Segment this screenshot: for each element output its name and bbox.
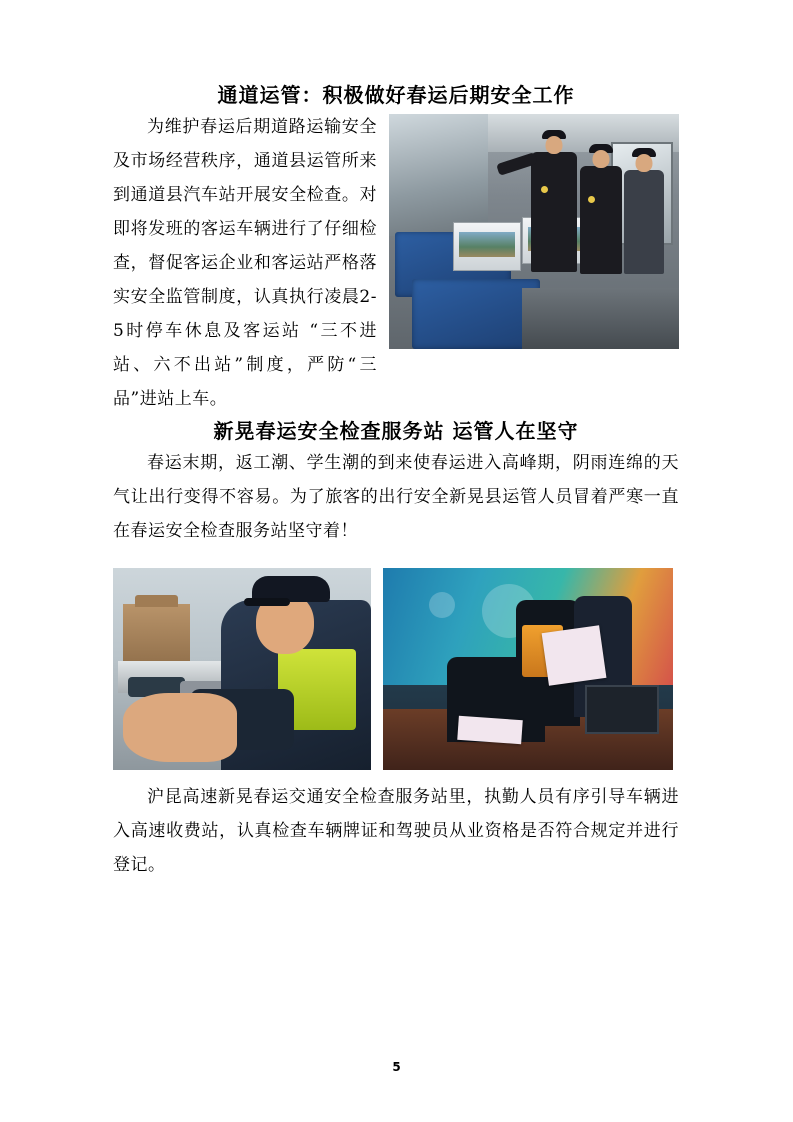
photo-service-station-desk [383,568,673,770]
section-title-2: 新晃春运安全检查服务站 运管人在坚守 [213,419,579,443]
section-2-paragraph-2: 沪昆高速新晃春运交通安全检查服务站里，执勤人员有序引导车辆进入高速收费站，认真检查车辆牌证和驾驶员从业资格是否符合规定并进行登记。 [113,787,679,875]
page-number: 5 [392,1060,401,1074]
photo-row [113,568,679,770]
page-content [113,80,679,882]
section-1-paragraph: 为维护春运后期道路运输安全及市场经营秩序，通道县运管所来到通道县汽车站开展安全检查。对即将发班的客运车辆进行了仔细检查，督促客运企业和客运站严格落实安全监管制度，认真执行凌晨2-5时停车休息及客运站 “三不进站、六不出站”制度，严防“三品”进站上车。 [113,117,377,409]
photo-bus-inspection [389,114,679,349]
photo-traffic-officer [113,568,371,770]
section-2-paragraph-1: 春运末期，返工潮、学生潮的到来使春运进入高峰期，阴雨连绵的天气让出行变得不容易。为了旅客的出行安全新晃县运管人员冒着严寒一直在春运安全检查服务站坚守着！ [113,453,679,541]
section-1-body [113,110,679,416]
section-title-1: 通道运管：积极做好春运后期安全工作 [217,83,575,107]
